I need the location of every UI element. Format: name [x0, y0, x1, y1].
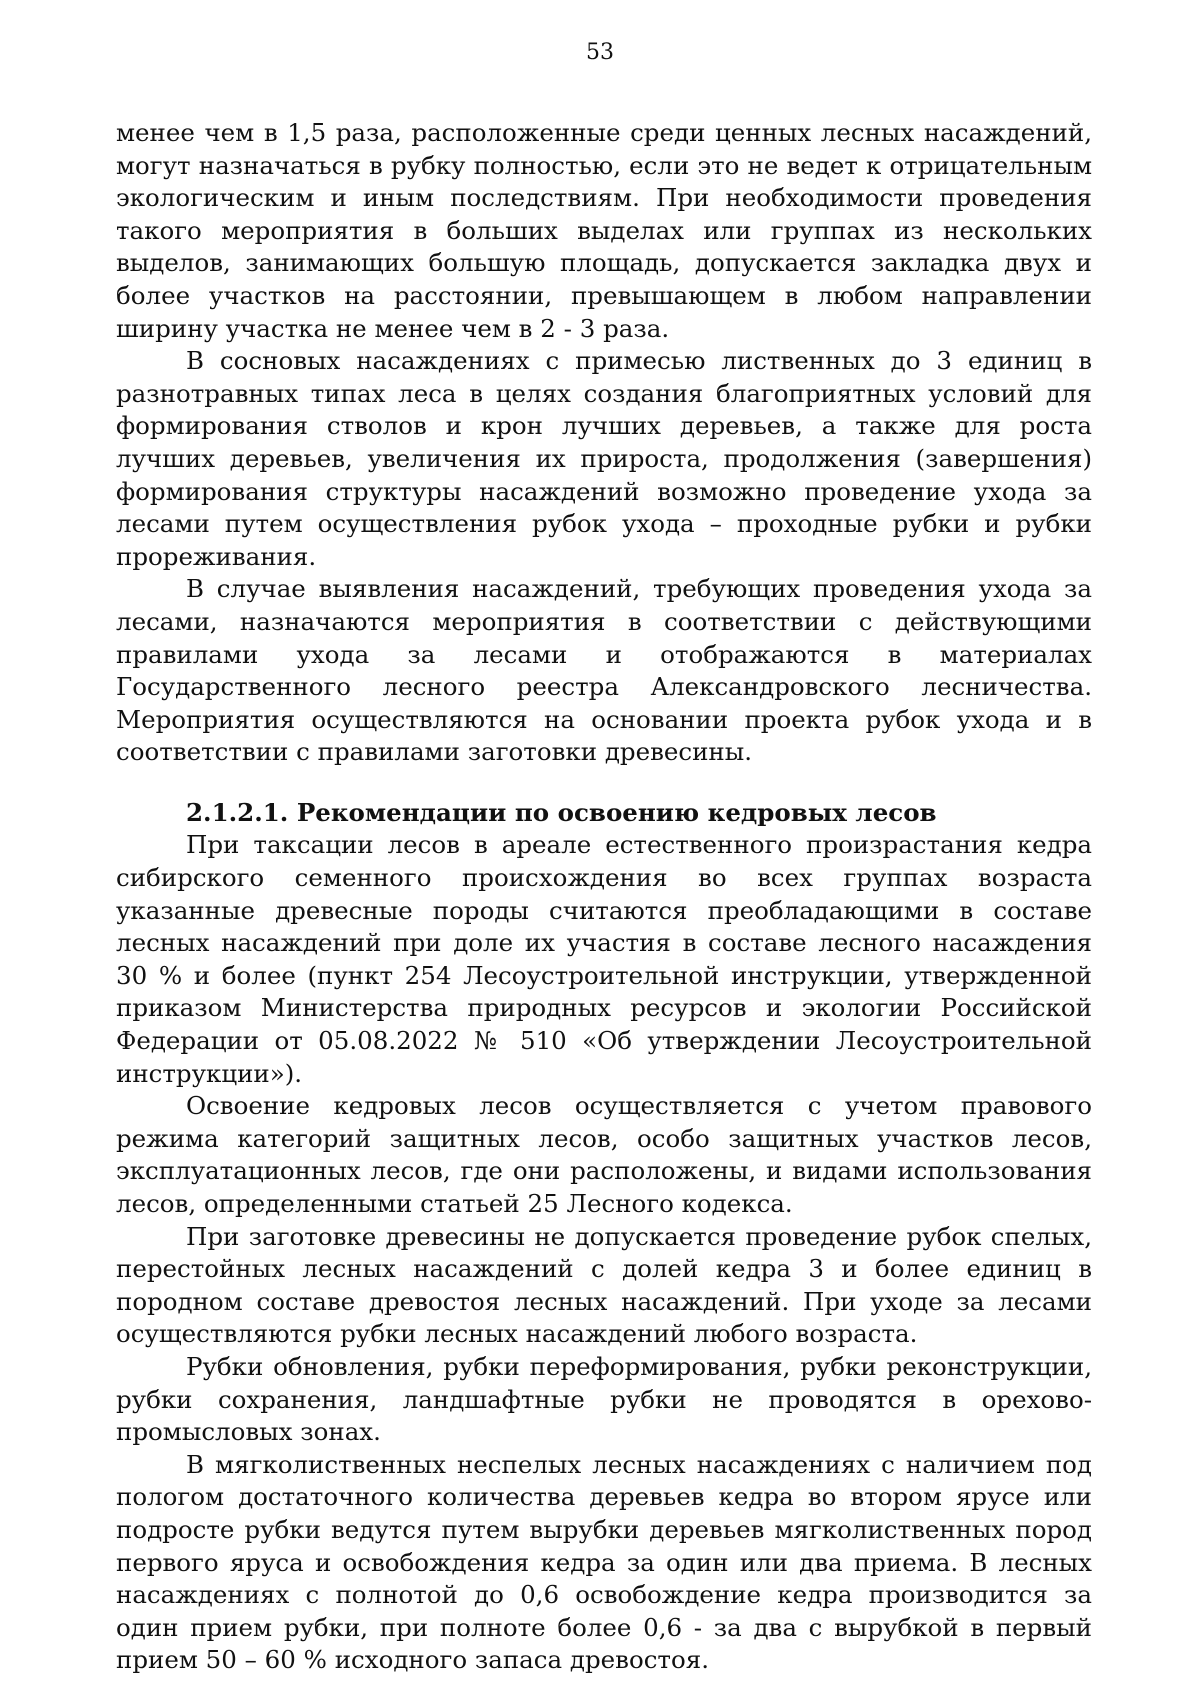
body-paragraph: Рубки обновления, рубки переформирования, рубки реконструкции, рубки сохранения, ландшафтные рубки не проводятся в орехово-промысловых зонах.	[116, 1351, 1092, 1447]
page-body	[116, 117, 1092, 1677]
section-heading: 2.1.2.1. Рекомендации по освоению кедровых лесов	[186, 797, 937, 827]
page-number: 53	[586, 40, 614, 65]
body-paragraph: В случае выявления насаждений, требующих проведения ухода за лесами, назначаются мероприятия в соответствии с действующими правилами ухода за лесами и отображаются в материалах Государственного лесного реестра Александровского лесничества. Мероприятия осуществляются на основании проекта рубок ухода и в соответствии с правилами заготовки древесины.	[116, 574, 1092, 767]
body-paragraph: При заготовке древесины не допускается проведение рубок спелых, перестойных лесных насаждений с долей кедра 3 и более единиц в породном составе древостоя лесных насаждений. При уходе за лесами осуществляются рубки лесных насаждений любого возраста.	[116, 1221, 1092, 1349]
body-paragraph: В мягколиственных неспелых лесных насаждениях с наличием под пологом достаточного количества деревьев кедра во втором ярусе или подросте рубки ведутся путем вырубки деревьев мягколиственных пород первого яруса и освобождения кедра за один или два приема. В лесных насаждениях с полнотой до 0,6 освобождение кедра производится за один прием рубки, при полноте более 0,6 - за два с вырубкой в первый прием 50 – 60 % исходного запаса древостоя.	[116, 1449, 1092, 1675]
body-paragraph: При таксации лесов в ареале естественного произрастания кедра сибирского семенного происхождения во всех группах возраста указанные древесные породы считаются преобладающими в составе лесных насаждений при доле их участия в составе лесного насаждения 30 % и более (пункт 254 Лесоустроительной инструкции, утвержденной приказом Министерства природных ресурсов и экологии Российской Федерации от 05.08.2022 № 510 «Об утверждении Лесоустроительной инструкции»).	[116, 830, 1092, 1088]
body-paragraph: Освоение кедровых лесов осуществляется с учетом правового режима категорий защитных лесов, особо защитных участков лесов, эксплуатационных лесов, где они расположены, и видами использования лесов, определенными статьей 25 Лесного кодекса.	[116, 1091, 1092, 1218]
body-paragraph: менее чем в 1,5 раза, расположенные среди ценных лесных насаждений, могут назначаться в рубку полностью, если это не ведет к отрицательным экологическим и иным последствиям. При необходимости проведения такого мероприятия в больших выделах или группах из нескольких выделов, занимающих большую площадь, допускается закладка двух и более участков на расстоянии, превышающем в любом направлении ширину участка не менее чем в 2 - 3 раза.	[116, 118, 1092, 343]
body-paragraph: В сосновых насаждениях с примесью лиственных до 3 единиц в разнотравных типах леса в целях создания благоприятных условий для формирования стволов и крон лучших деревьев, а также для роста лучших деревьев, увеличения их прироста, продолжения (завершения) формирования структуры насаждений возможно проведение ухода за лесами путем осуществления рубок ухода – проходные рубки и рубки прореживания.	[116, 346, 1092, 571]
